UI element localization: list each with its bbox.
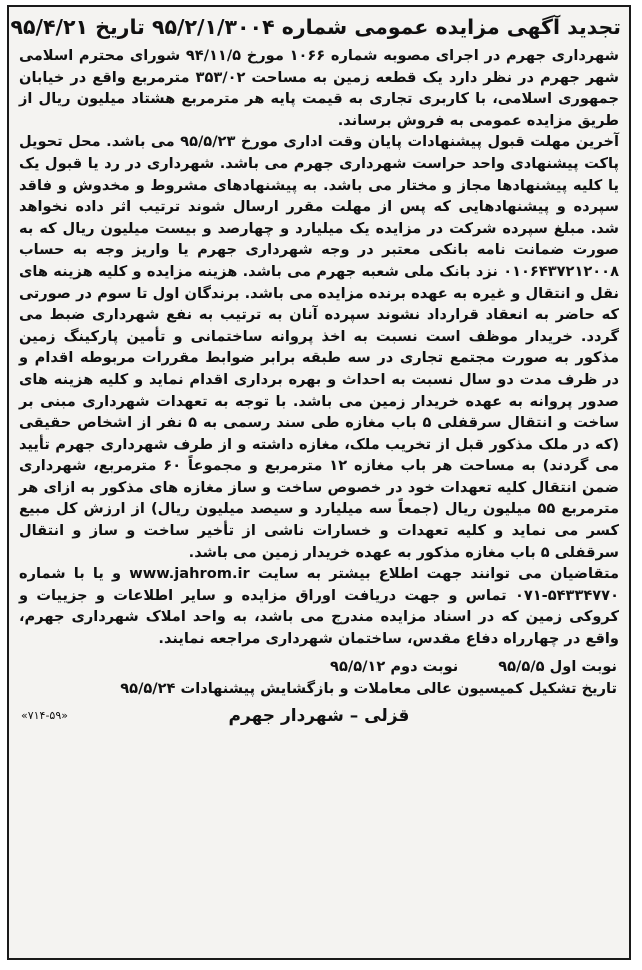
- publication-rounds: [21, 656, 617, 677]
- notice-paragraph-intro: شهرداری جهرم در اجرای مصوبه شماره ۱۰۶۶ مورخ ۹۴/۱۱/۵ شورای محترم اسلامی شهر جهرم در نظر دارد یک قطعه زمین به مساحت ۳۵۳/۰۲ مترمربع واقع در خیابان جمهوری اسلامی، با کاربری تجاری به قیمت پایه هر مترمربع هشتاد میلیون ریال از طریق مزایده عمومی به فروش برساند.: [19, 47, 619, 129]
- notice-paragraph-contact: [19, 563, 619, 649]
- contact-text-end: و یا با شماره ۵۴۳۳۴۷۷۰-۰۷۱ تماس و جهت دریافت اوراق مزایده و سایر اطلاعات و جزییات و کروکی زمین که در اسناد مزایده مندرج می باشد، به واحد املاک شهرداری جهرم، واقع در چهارراه دفاع مقدس، ساختمان شهرداری مراجعه نمایند.: [19, 565, 619, 648]
- notice-code: «۷۱۴-۵۹»: [21, 708, 68, 722]
- mayor-signature: قزلی – شهردار جهرم: [228, 705, 410, 726]
- notice-title: تجدید آگهی مزایده عمومی شماره ۹۵/۲/۱/۳۰۰۴ تاریخ ۹۵/۴/۲۱: [10, 15, 621, 39]
- commission-date: تاریخ تشکیل کمیسیون عالی معاملات و بازگشایش پیشنهادات ۹۵/۵/۲۴: [120, 679, 617, 697]
- contact-text-start: متقاضیان می توانند جهت اطلاع بیشتر به سایت: [257, 565, 619, 583]
- notice-body: [19, 45, 619, 650]
- notice-paragraph-terms: آخرین مهلت قبول پیشنهادات پایان وقت اداری مورخ ۹۵/۵/۲۳ می باشد. محل تحویل پاکت پیشنهادی واحد حراست شهرداری جهرم می باشد. شهرداری در رد یا قبول یک یا کلیه پیشنهادها مجاز و مختار می باشد. به پیشنهادهای مشروط و مخدوش و فاقد سپرده و پیشنهادهایی که پس از مهلت مقرر ارسال شوند ترتیب اثر داده نخواهد شد. مبلغ سپرده شرکت در مزایده یک میلیارد و چهارصد و بیست میلیون ریال که به صورت ضمانت نامه بانکی معتبر در وجه شهرداری جهرم یا واریز وجه به حساب ۰۱۰۶۴۳۷۲۱۲۰۰۸ نزد بانک ملی شعبه جهرم می باشد. هزینه مزایده و کلیه هزینه های نقل و انتقال و غیره به عهده برنده مزایده می باشد. برندگان اول تا سوم در صورتی که حاضر به انعقاد قرارداد نشوند سپرده آنان به ترتیب به نفع شهرداری ضبط می گردد. خریدار موظف است نسبت به اخذ پروانه ساختمانی و تأمین پارکینگ زمین مذکور به صورت مجتمع تجاری در سه طبقه برابر ضوابط مقررات مربوطه اقدام و در ظرف مدت دو سال نسبت به احداث و بهره برداری اقدام نماید و کلیه هزینه های صدور پروانه به عهده خریدار زمین می باشد. با توجه به تعهدات شهرداری مبنی بر ساخت و انتقال سرقفلی ۵ باب مغازه طی سند رسمی به ۵ نفر از اشخاص حقیقی (که در ملک مذکور قبل از تخریب ملک، مغازه داشته و از طرف شهرداری جهرم تأیید می گردند) به مساحت هر باب مغازه ۱۲ مترمربع و مجموعاً ۶۰ مترمربع، شهرداری ضمن انتقال کلیه تعهدات خود در خصوص ساخت و ساز مغازه های مذکور به ازای هر مترمربع ۵۵ میلیون ریال (جمعاً سه میلیارد و سیصد میلیون ریال) از ارزش کل مبیع کسر می نماید و کلیه تعهدات و خسارات ناشی از تأخیر ساخت و ساز و انتقال سرقفلی ۵ باب مغازه مذکور به عهده خریدار زمین می باشد.: [19, 133, 619, 561]
- website-link[interactable]: www.jahrom.ir: [129, 565, 250, 583]
- auction-notice: [7, 5, 631, 960]
- round-second: نوبت دوم ۹۵/۵/۱۲: [330, 657, 459, 675]
- notice-footer: [17, 703, 621, 729]
- round-first: نوبت اول ۹۵/۵/۵: [498, 657, 617, 675]
